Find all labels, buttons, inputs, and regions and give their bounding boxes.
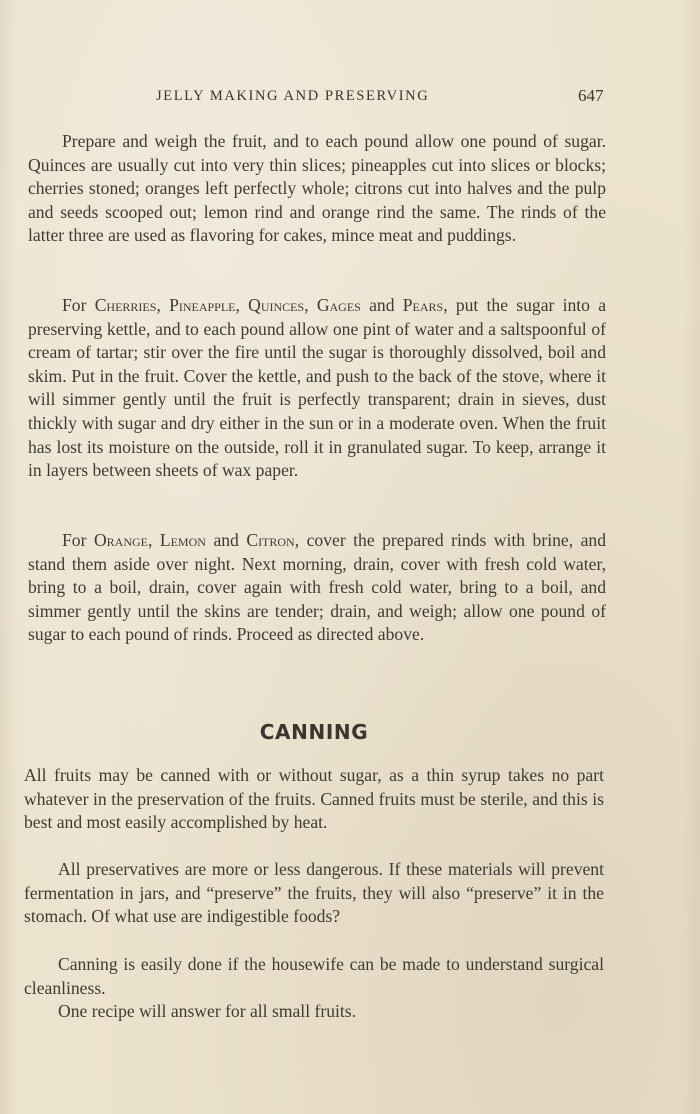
- lead-gages: Gages: [316, 295, 361, 315]
- lead-pears: Pears: [402, 295, 444, 315]
- running-title: JELLY MAKING AND PRESERVING: [156, 88, 430, 104]
- lead-citron: Citron: [246, 530, 295, 550]
- lead-cherries: Cherries: [94, 295, 157, 315]
- paragraph-orange-lemon-citron: For Orange, Lemon and Citron, cover the prepared rinds with brine, and stand them aside over night. Next morning, drain, cover with fresh cold water, bring to a boil, drain, cover again with fresh cold water, bring to a boil, and simmer gently until the skins are tender; drain, and weigh; allow one pound of sugar to each pound of rinds. Proceed as directed above.: [28, 530, 606, 645]
- lead-for: For: [62, 530, 87, 550]
- lead-and: and: [213, 530, 239, 550]
- page-number: 647: [578, 86, 604, 105]
- lead-lemon: Lemon: [159, 530, 206, 550]
- lead-for: For: [62, 295, 87, 315]
- paragraph-body: cover the prepared rinds with brine, and stand them aside over night. Next morning, drain, cover with fresh cold water, bring to a boil, drain, cover again with fresh cold water, bring to a boil, and simmer gently until the skins are tender; drain, and weigh; allow one pound of sugar to each pound of rinds. Proceed as directed above.: [28, 530, 606, 645]
- paragraph-one-recipe: One recipe will answer for all small fruits.: [58, 1001, 357, 1021]
- paragraph-body: put the sugar into a preserving kettle, and to each pound allow one pint of water and a saltspoonful of cream of tartar; stir over the fire until the sugar is thoroughly dissolved, boil and skim. Put in the fruit. Cover the kettle, and push to the back of the stove, where it will simmer gently until the fruit is perfectly transparent; drain in sieves, dust thickly with sugar and dry either in the sun or in a moderate oven. When the fruit has lost its moisture on the outside, roll it in granulated sugar. To keep, arrange it in layers between sheets of wax paper.: [28, 295, 606, 481]
- paragraph-canned-with-sugar: All fruits may be canned with or without sugar, as a thin syrup takes no part whatever in the preservation of the fruits. Canned fruits must be sterile, and this is best and most easily accomplished by heat.: [24, 765, 604, 833]
- lead-quinces: Quinces: [248, 295, 305, 315]
- paragraph-canning-easy: Canning is easily done if the housewife can be made to understand surgical cleanliness.: [24, 954, 604, 998]
- paragraph-cherries-pineapple: For Cherries, Pineapple, Quinces, Gages and Pears, put the sugar into a preserving kettle, and to each pound allow one pint of water and a saltspoonful of cream of tartar; stir over the fire until the sugar is thoroughly dissolved, boil and skim. Put in the fruit. Cover the kettle, and push to the back of the stove, where it will simmer gently until the fruit is perfectly transparent; drain in sieves, dust thickly with sugar and dry either in the sun or in a moderate oven. When the fruit has lost its moisture on the outside, roll it in granulated sugar. To keep, arrange it in layers between sheets of wax paper.: [28, 295, 606, 481]
- lead-and: and: [369, 295, 395, 315]
- running-head: [0, 88, 700, 112]
- lead-pineapple: Pineapple: [169, 295, 236, 315]
- paragraph-preservatives: All preservatives are more or less dangerous. If these materials will prevent fermentation in jars, and “preserve” the fruits, they will also “preserve” it in the stomach. Of what use are indigestible foods?: [24, 859, 604, 927]
- section-heading-canning: CANNING: [259, 720, 369, 744]
- lead-orange: Orange: [93, 530, 148, 550]
- paragraph-prepare-fruit: Prepare and weigh the fruit, and to each pound allow one pound of sugar. Quinces are usually cut into very thin slices; pineapples cut into slices or blocks; cherries stoned; oranges left perfectly whole; citrons cut into halves and the pulp and seeds scooped out; lemon rind and orange rind the same. The rinds of the latter three are used as flavoring for cakes, mince meat and puddings.: [28, 131, 606, 246]
